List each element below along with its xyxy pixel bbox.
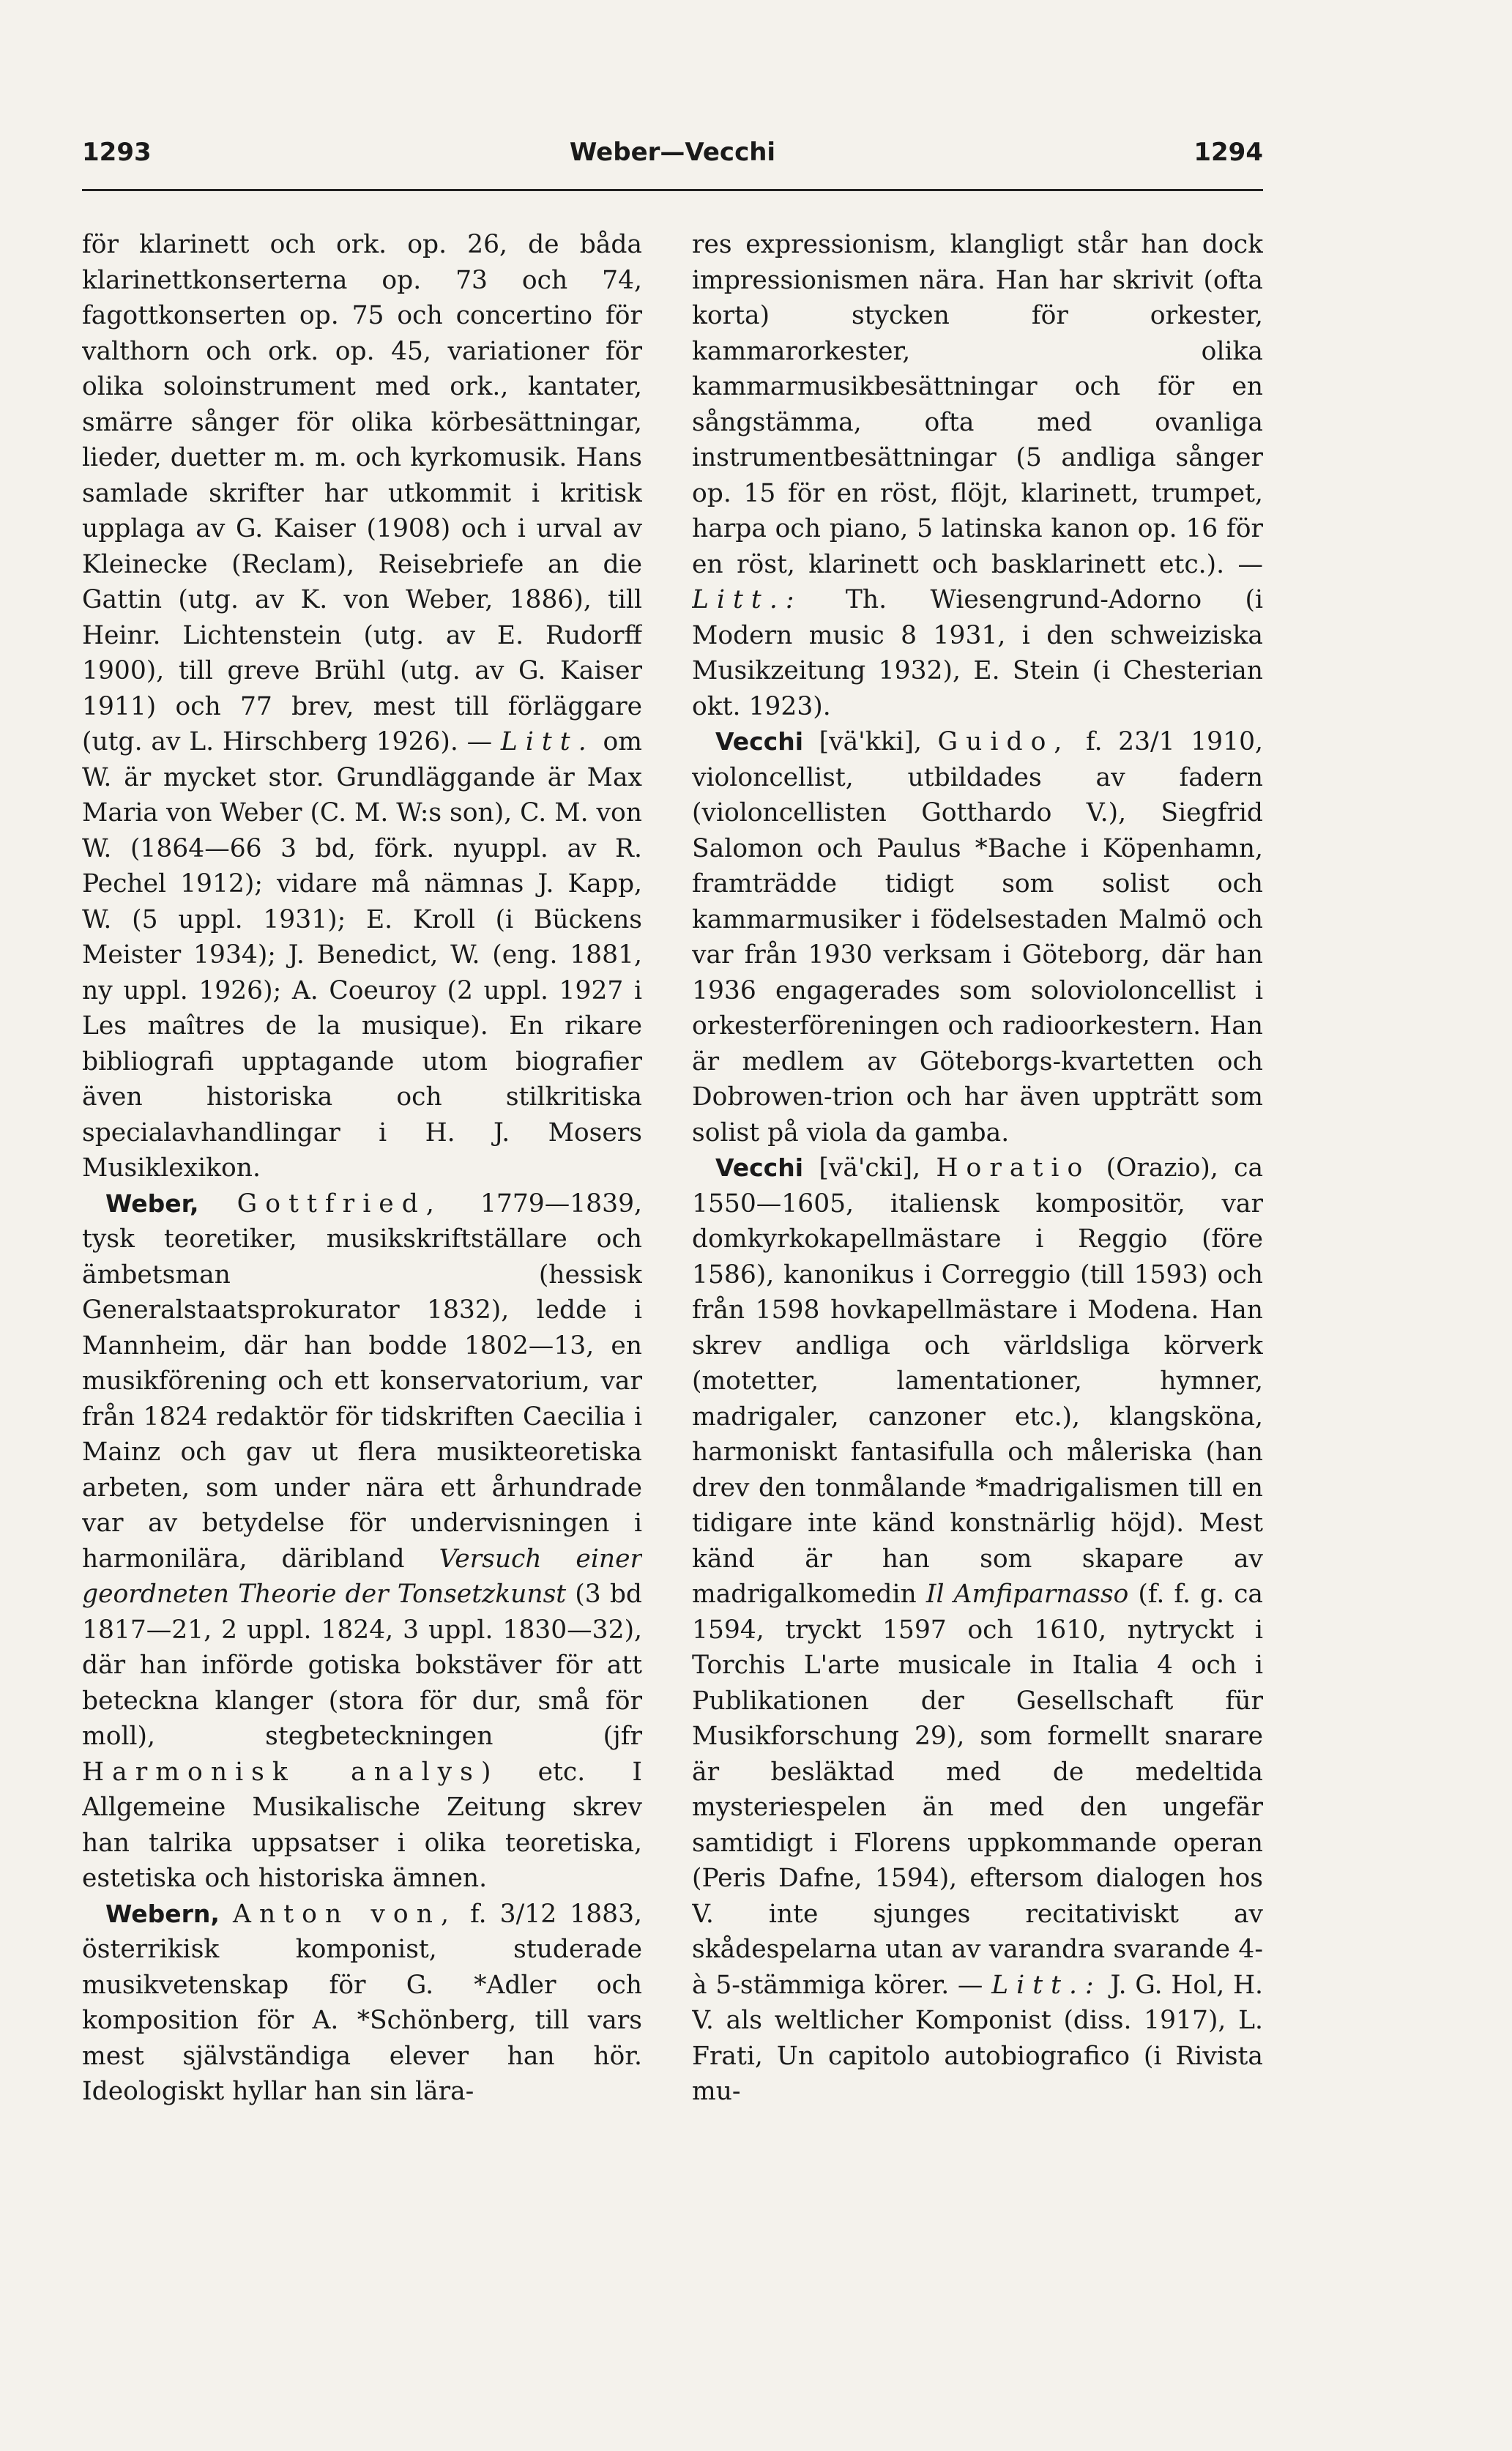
right-column xyxy=(692,227,1263,2263)
given-name: Guido, xyxy=(937,727,1070,756)
page-number-left: 1293 xyxy=(82,138,152,167)
headword: Weber, xyxy=(105,1189,199,1218)
entry-webern-anton: Webern, Anton von, f. 3/12 1883, österrikisk komponist, studerade musikvetenskap för G. *Adler och komposition för A. *Schönberg, till vars mest självständiga elever han hör. Ideologiskt hyllar han sin lära- xyxy=(82,1899,642,2106)
headword: Vecchi xyxy=(715,727,804,756)
webern-continuation: res expressionism, klangligt står han dock impressionismen nära. Han har skrivit (ofta korta) stycken för orkester, kammarorkester, olika kammarmusikbesättningar och för en sångstämma, ofta med ovanliga instrumentbesättningar (5 andliga sånger op. 15 för en röst, flöjt, klarinett, trumpet, harpa och piano, 5 latinska kanon op. 16 för en röst, klarinett och basklarinett etc.). — Litt.: Th. Wiesengrund-Adorno (i Modern music 8 1931, i den schweiziska Musikzeitung 1932), E. Stein (i Chesterian okt. 1923). xyxy=(692,230,1263,721)
header-rule xyxy=(82,189,1263,191)
entry-weber-gottfried: Weber, Gottfried, 1779—1839, tysk teoretiker, musikskriftställare och ämbetsman (hessisk Generalstaatsprokurator 1832), ledde i Mannheim, där han bodde 1802—13, en musikförening och ett konservatorium, var från 1824 redaktör för tidskriften Caecilia i Mainz och gav ut flera musikteoretiska arbeten, som under nära ett århundrade var av betydelse för undervisningen i harmonilära, däribland Versuch einer geordneten Theorie der Tonsetzkunst (3 bd 1817—21, 2 uppl. 1824, 3 uppl. 1830—32), där han införde gotiska bokstäver för att beteckna klanger (stora för dur, små för moll), stegbeteckningen (jfr Harmonisk analys) etc. I Allgemeine Musikalische Zeitung skrev han talrika uppsatser i olika teoretiska, estetiska och historiska ämnen. xyxy=(82,1189,642,1893)
weber-carl-maria-continuation: för klarinett och ork. op. 26, de båda klarinettkonserterna op. 73 och 74, fagottkonserten op. 75 och concertino för valthorn och ork. op. 45, variationer för olika soloinstrument med ork., kantater, smärre sånger för olika körbesättningar, lieder, duetter m. m. och kyrkomusik. Hans samlade skrifter har utkommit i kritisk upplaga av G. Kaiser (1908) och i urval av Kleinecke (Reclam), Reisebriefe an die Gattin (utg. av K. von Weber, 1886), till Heinr. Lichtenstein (utg. av E. Rudorff 1900), till greve Brühl (utg. av G. Kaiser 1911) och 77 brev, mest till förläggare (utg. av L. Hirschberg 1926). — Litt. om W. är mycket stor. Grundläggande är Max Maria von Weber (C. M. W:s son), C. M. von W. (1864—66 3 bd, förk. nyuppl. av R. Pechel 1912); vidare må nämnas J. Kapp, W. (5 uppl. 1931); E. Kroll (i Bückens Meister 1934); J. Benedict, W. (eng. 1881, ny uppl. 1926); A. Coeuroy (2 uppl. 1927 i Les maîtres de la musique). En rikare bibliografi upptagande utom biografier även historiska och stilkritiska specialavhandlingar i H. J. Mosers Musiklexikon. xyxy=(82,230,642,1183)
entry-vecchi-horatio: Vecchi [vä'cki], Horatio (Orazio), ca 1550—1605, italiensk kompositör, var domkyrkokapellmästare i Reggio (före 1586), kanonikus i Correggio (till 1593) och från 1598 hovkapellmästare i Modena. Han skrev andliga och världsliga körverk (motetter, lamentationer, hymner, madrigaler, canzoner etc.), klangsköna, harmoniskt fantasifulla och måleriska (han drev den tonmålande *madrigalismen till en tidigare inte känd konstnärlig höjd). Mest känd är han som skapare av madrigalkomedin Il Amfiparnasso (f. f. g. ca 1594, tryckt 1597 och 1610, nytryckt i Torchis L'arte musicale in Italia 4 och i Publikationen der Gesellschaft für Musikforschung 29), som formellt snarare är besläktad med de medeltida mysteriespelen än med den ungefär samtidigt i Florens uppkommande operan (Peris Dafne, 1594), eftersom dialogen hos V. inte sjunges recitativiskt av skådespelarna utan av varandra svarande 4- à 5-stämmiga körer. — Litt.: J. G. Hol, H. V. als weltlicher Komponist (diss. 1917), L. Frati, Un capitolo autobiografico (i Rivista mu- xyxy=(692,1153,1263,2106)
page-number-right: 1294 xyxy=(1193,138,1263,167)
headword: Webern, xyxy=(105,1899,220,1928)
page-header xyxy=(82,138,1263,182)
pronunciation: [vä'cki], xyxy=(819,1153,921,1183)
work-title: Il Amfiparnasso xyxy=(926,1580,1129,1609)
headword: Vecchi xyxy=(715,1153,804,1182)
pronunciation: [vä'kki], xyxy=(819,727,922,756)
litt-label: Litt. xyxy=(500,727,595,756)
given-name: Gottfried, xyxy=(237,1189,442,1219)
entry-vecchi-guido: Vecchi [vä'kki], Guido, f. 23/1 1910, violoncellist, utbildades av fadern (violoncellisten Gotthardo V.), Siegfrid Salomon och Paulus *Bache i Köpenhamn, framträdde tidigt som solist och kammarmusiker i födelsestaden Malmö och var från 1930 verksam i Göteborg, där han 1936 engagerades som solovioloncellist i orkesterföreningen och radioorkestern. Han är medlem av Göteborgs-kvartetten och Dobrowen-trion och har även uppträtt som solist på viola da gamba. xyxy=(692,727,1263,1148)
litt-label: Litt.: xyxy=(692,585,802,614)
running-title: Weber—Vecchi xyxy=(569,138,776,167)
work-title: Versuch einer geordneten Theorie der Tonsetzkunst xyxy=(82,1544,642,1609)
given-name: Anton von, xyxy=(233,1899,457,1929)
cross-reference: Harmonisk analys xyxy=(82,1757,481,1787)
litt-label: Litt.: xyxy=(991,1970,1102,2000)
given-name: Horatio xyxy=(936,1153,1091,1183)
left-column xyxy=(82,227,642,2263)
